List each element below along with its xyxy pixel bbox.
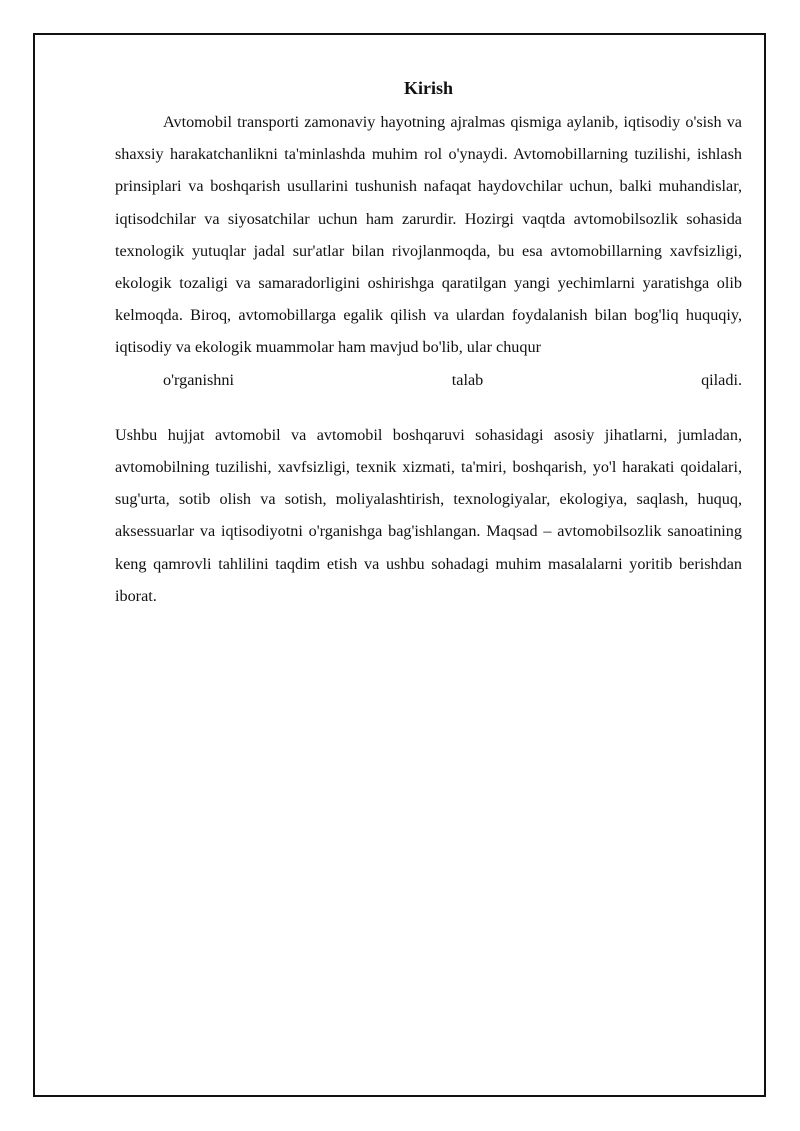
document-heading: Kirish [403,78,453,98]
paragraph-spacer [115,396,742,419]
document-body [115,76,742,612]
intro-paragraph-1 [115,106,742,396]
intro-paragraph-2: Ushbu hujjat avtomobil va avtomobil boshqaruvi sohasidagi asosiy jihatlarni, jumladan, avtomobilning tuzilishi, xavfsizligi, texnik xizmati, ta'miri, boshqarish, yo'l harakati qoidalari, sug'urta, sotib olish va sotish, moliyalashtirish, texnologiyalar, ekologiya, saqlash, huquq, aksessuarlar va iqtisodiyotni o'rganishga bag'ishlangan. Maqsad – avtomobilsozlik sanoatining keng qamrovli tahlilini taqdim etish va ushbu sohadagi muhim masalalarni yoritib berishdan iborat. [115,425,742,605]
intro-paragraph-1-last-line: o'rganishni talab qiladi. [163,370,742,389]
intro-paragraph-1-body: Avtomobil transporti zamonaviy hayotning ajralmas qismiga aylanib, iqtisodiy o'sish va shaxsiy harakatchanlikni ta'minlashda muhim rol o'ynaydi. Avtomobillarning tuzilishi, ishlash prinsiplari va boshqarish usullarini tushunish nafaqat haydovchilar uchun, balki muhandislar, iqtisodchilar va siyosatchilar uchun ham zarurdir. Hozirgi vaqtda avtomobilsozlik sohasida texnologik yutuqlar jadal sur'atlar bilan rivojlanmoqda, bu esa avtomobillarning xavfsizligi, ekologik tozaligi va samaradorligini oshirishga qaratilgan yangi yechimlarni yaratishga olib kelmoqda. Biroq, avtomobillarga egalik qilish va ulardan foydalanish bilan bog'liq huquqiy, iqtisodiy va ekologik muammolar ham mavjud bo'lib, ular chuqur [115,113,742,357]
